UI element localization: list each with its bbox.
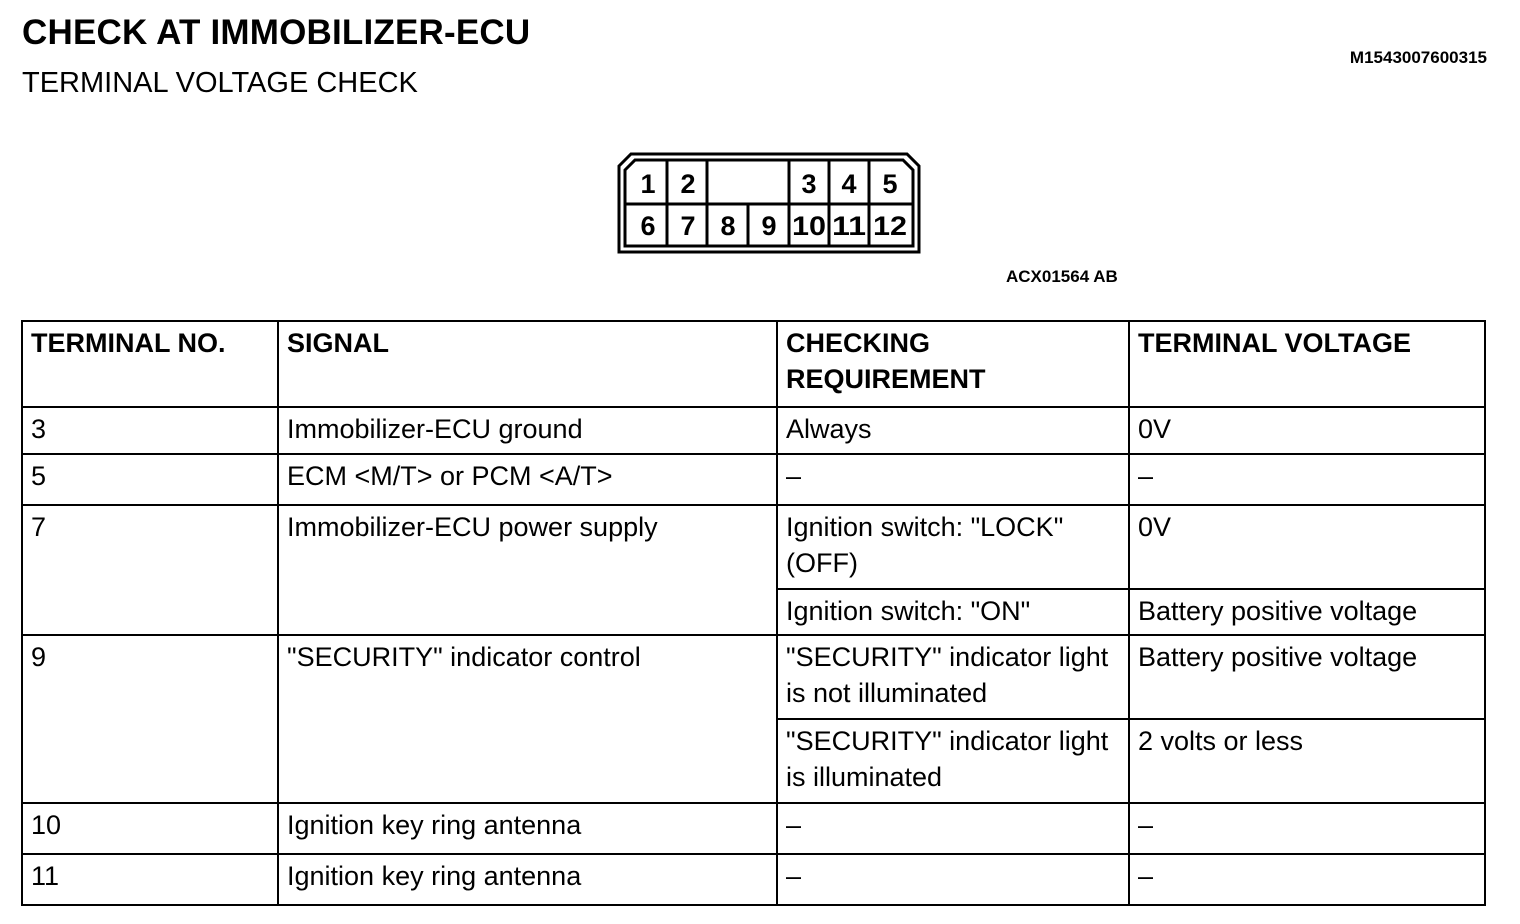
terminal-cell: 7 xyxy=(22,505,278,635)
voltage-cell: 0V xyxy=(1129,505,1485,589)
document-id: M1543007600315 xyxy=(1349,48,1487,67)
voltage-cell: – xyxy=(1129,854,1485,905)
pin-label: 2 xyxy=(680,169,696,199)
signal-cell: Ignition key ring antenna xyxy=(278,854,777,905)
terminal-voltage-table xyxy=(21,320,1486,906)
table-row xyxy=(22,803,1485,854)
requirement-cell: – xyxy=(777,854,1129,905)
signal-cell: "SECURITY" indicator control xyxy=(278,635,777,803)
column-header-signal: SIGNAL xyxy=(278,321,777,407)
pin-label: 10 xyxy=(792,211,826,241)
signal-cell: Ignition key ring antenna xyxy=(278,803,777,854)
signal-cell: Immobilizer-ECU power supply xyxy=(278,505,777,635)
terminal-cell: 3 xyxy=(22,407,278,454)
table-row xyxy=(22,407,1485,454)
table-row xyxy=(22,454,1485,505)
column-header-requirement: CHECKING REQUIREMENT xyxy=(777,321,1129,407)
voltage-cell: – xyxy=(1129,454,1485,505)
page-subtitle: TERMINAL VOLTAGE CHECK xyxy=(22,67,418,99)
table-header-row xyxy=(22,321,1485,407)
pin-label: 7 xyxy=(680,211,696,241)
voltage-cell: Battery positive voltage xyxy=(1129,635,1485,719)
pin-label: 1 xyxy=(640,169,656,199)
requirement-cell: "SECURITY" indicator light is illuminated xyxy=(777,719,1129,803)
connector-diagram xyxy=(617,152,921,254)
pin-label: 9 xyxy=(761,211,777,241)
voltage-cell: Battery positive voltage xyxy=(1129,589,1485,635)
requirement-cell: – xyxy=(777,803,1129,854)
requirement-cell: "SECURITY" indicator light is not illuminated xyxy=(777,635,1129,719)
requirement-cell: Ignition switch: "ON" xyxy=(777,589,1129,635)
page-title: CHECK AT IMMOBILIZER-ECU xyxy=(22,13,531,52)
pin-label: 12 xyxy=(873,211,907,241)
terminal-cell: 5 xyxy=(22,454,278,505)
requirement-cell: – xyxy=(777,454,1129,505)
pin-label: 8 xyxy=(720,211,736,241)
signal-cell: Immobilizer-ECU ground xyxy=(278,407,777,454)
terminal-cell: 9 xyxy=(22,635,278,803)
voltage-cell: 2 volts or less xyxy=(1129,719,1485,803)
requirement-cell: Ignition switch: "LOCK" (OFF) xyxy=(777,505,1129,589)
terminal-cell: 10 xyxy=(22,803,278,854)
signal-cell: ECM <M/T> or PCM <A/T> xyxy=(278,454,777,505)
pin-label: 6 xyxy=(640,211,656,241)
table-row xyxy=(22,854,1485,905)
column-header-voltage: TERMINAL VOLTAGE xyxy=(1129,321,1485,407)
terminal-cell: 11 xyxy=(22,854,278,905)
column-header-terminal: TERMINAL NO. xyxy=(22,321,278,407)
pin-label: 5 xyxy=(882,169,898,199)
voltage-cell: 0V xyxy=(1129,407,1485,454)
pin-label: 4 xyxy=(841,169,857,199)
pin-label: 3 xyxy=(801,169,817,199)
requirement-cell: Always xyxy=(777,407,1129,454)
pin-label: 11 xyxy=(832,211,866,241)
voltage-cell: – xyxy=(1129,803,1485,854)
figure-code: ACX01564 AB xyxy=(1006,267,1118,286)
table-row xyxy=(22,505,1485,589)
table-row xyxy=(22,635,1485,719)
